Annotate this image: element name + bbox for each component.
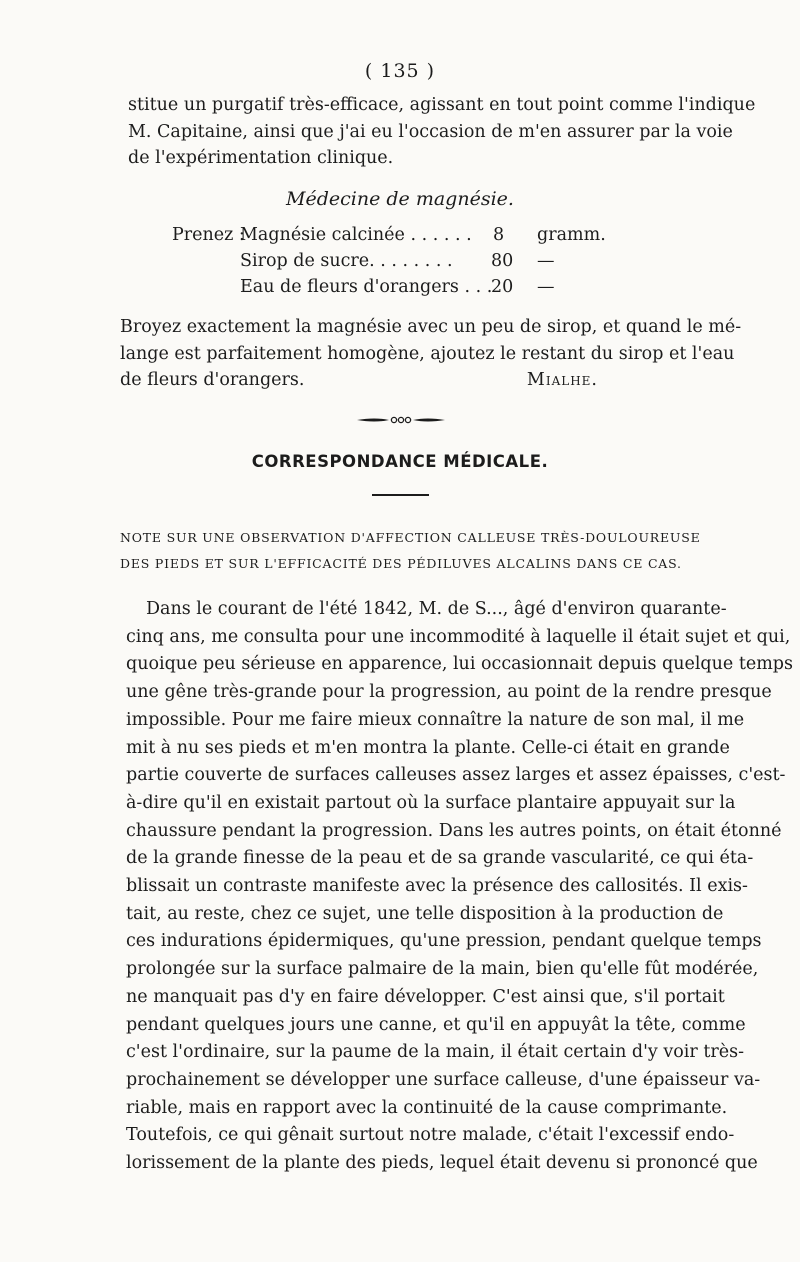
recipe-prefix: Prenez : xyxy=(172,225,245,245)
ornament-divider-icon xyxy=(355,414,447,426)
ingredient-unit: — xyxy=(537,277,555,297)
body-line: à-dire qu'il en existait partout où la surface plantaire appuyait sur la xyxy=(126,792,736,813)
recipe-title: Médecine de magnésie. xyxy=(286,188,514,210)
text-line: M. Capitaine, ainsi que j'ai eu l'occasion de m'en assurer par la voie xyxy=(128,121,733,142)
text-line: lange est parfaitement homogène, ajoutez le restant du sirop et l'eau xyxy=(120,343,735,364)
body-line: prolongée sur la surface palmaire de la main, bien qu'elle fût modérée, xyxy=(126,959,759,980)
body-line: cinq ans, me consulta pour une incommodité à laquelle il était sujet et qui, xyxy=(126,626,791,647)
intro-paragraph xyxy=(128,92,756,172)
body-line: quoique peu sérieuse en apparence, lui occasionnait depuis quelque temps xyxy=(126,654,793,675)
body-line: prochainement se développer une surface calleuse, d'une épaisseur va- xyxy=(126,1069,761,1090)
author-signature: Mialhe. xyxy=(526,370,598,390)
body-paragraph xyxy=(126,596,793,1178)
recipe-row xyxy=(0,225,800,251)
body-line: tait, au reste, chez ce sujet, une telle disposition à la production de xyxy=(126,903,724,924)
note-title-line: DES PIEDS ET SUR L'EFFICACITÉ DES PÉDILUVES ALCALINS DANS CE CAS. xyxy=(120,556,682,571)
ingredient-name: Sirop de sucre. . . . . . . . xyxy=(240,251,453,271)
recipe-row xyxy=(0,277,800,303)
ingredient-quantity: 80 xyxy=(491,251,514,271)
ingredient-quantity: 20 xyxy=(491,277,514,297)
body-line: pendant quelques jours une canne, et qu'il en appuyât la tête, comme xyxy=(126,1014,746,1035)
body-line: Toutefois, ce qui gênait surtout notre malade, c'était l'excessif endo- xyxy=(126,1125,735,1146)
recipe-row xyxy=(0,251,800,277)
note-title-line: NOTE SUR UNE OBSERVATION D'AFFECTION CALLEUSE TRÈS-DOULOUREUSE xyxy=(120,530,701,545)
body-line: mit à nu ses pieds et m'en montra la plante. Celle-ci était en grande xyxy=(126,737,730,758)
instructions-paragraph xyxy=(120,314,742,394)
body-line: Dans le courant de l'été 1842, M. de S..., âgé d'environ quarante- xyxy=(146,599,727,619)
body-line: ne manquait pas d'y en faire développer. C'est ainsi que, s'il portait xyxy=(126,986,725,1007)
text-line: de l'expérimentation clinique. xyxy=(128,148,394,168)
body-line: de la grande finesse de la peau et de sa grande vascularité, ce qui éta- xyxy=(126,848,754,869)
section-title: CORRESPONDANCE MÉDICALE. xyxy=(251,452,549,471)
body-line: riable, mais en rapport avec la continuité de la cause comprimante. xyxy=(126,1097,728,1118)
body-line: c'est l'ordinaire, sur la paume de la main, il était certain d'y voir très- xyxy=(126,1042,744,1063)
body-line: une gêne très-grande pour la progression, au point de la rendre presque xyxy=(126,682,772,703)
text-line: Broyez exactement la magnésie avec un peu de sirop, et quand le mé- xyxy=(120,317,742,337)
note-title xyxy=(120,525,701,577)
title-rule xyxy=(372,494,429,496)
page-number: ( 135 ) xyxy=(364,60,436,82)
ingredient-unit: gramm. xyxy=(537,225,606,245)
ingredient-unit: — xyxy=(537,251,555,271)
body-line: blissait un contraste manifeste avec la présence des callosités. Il exis- xyxy=(126,876,748,897)
body-line: ces indurations épidermiques, qu'une pression, pendant quelque temps xyxy=(126,931,762,952)
ingredient-name: Eau de fleurs d'orangers . . . xyxy=(240,277,493,297)
text-line-with-signature xyxy=(120,367,678,394)
ingredient-quantity: 8 xyxy=(493,225,505,245)
body-line: lorissement de la plante des pieds, lequel était devenu si prononcé que xyxy=(126,1153,758,1174)
body-line: partie couverte de surfaces calleuses assez larges et assez épaisses, c'est- xyxy=(126,765,786,786)
body-line: impossible. Pour me faire mieux connaître la nature de son mal, il me xyxy=(126,709,745,730)
text-line: stitue un purgatif très-efficace, agissant en tout point comme l'indique xyxy=(128,95,756,115)
body-line: chaussure pendant la progression. Dans les autres points, on était étonné xyxy=(126,820,782,841)
ingredient-name: Magnésie calcinée . . . . . . xyxy=(240,225,472,245)
text-line: de fleurs d'orangers. xyxy=(120,370,305,390)
